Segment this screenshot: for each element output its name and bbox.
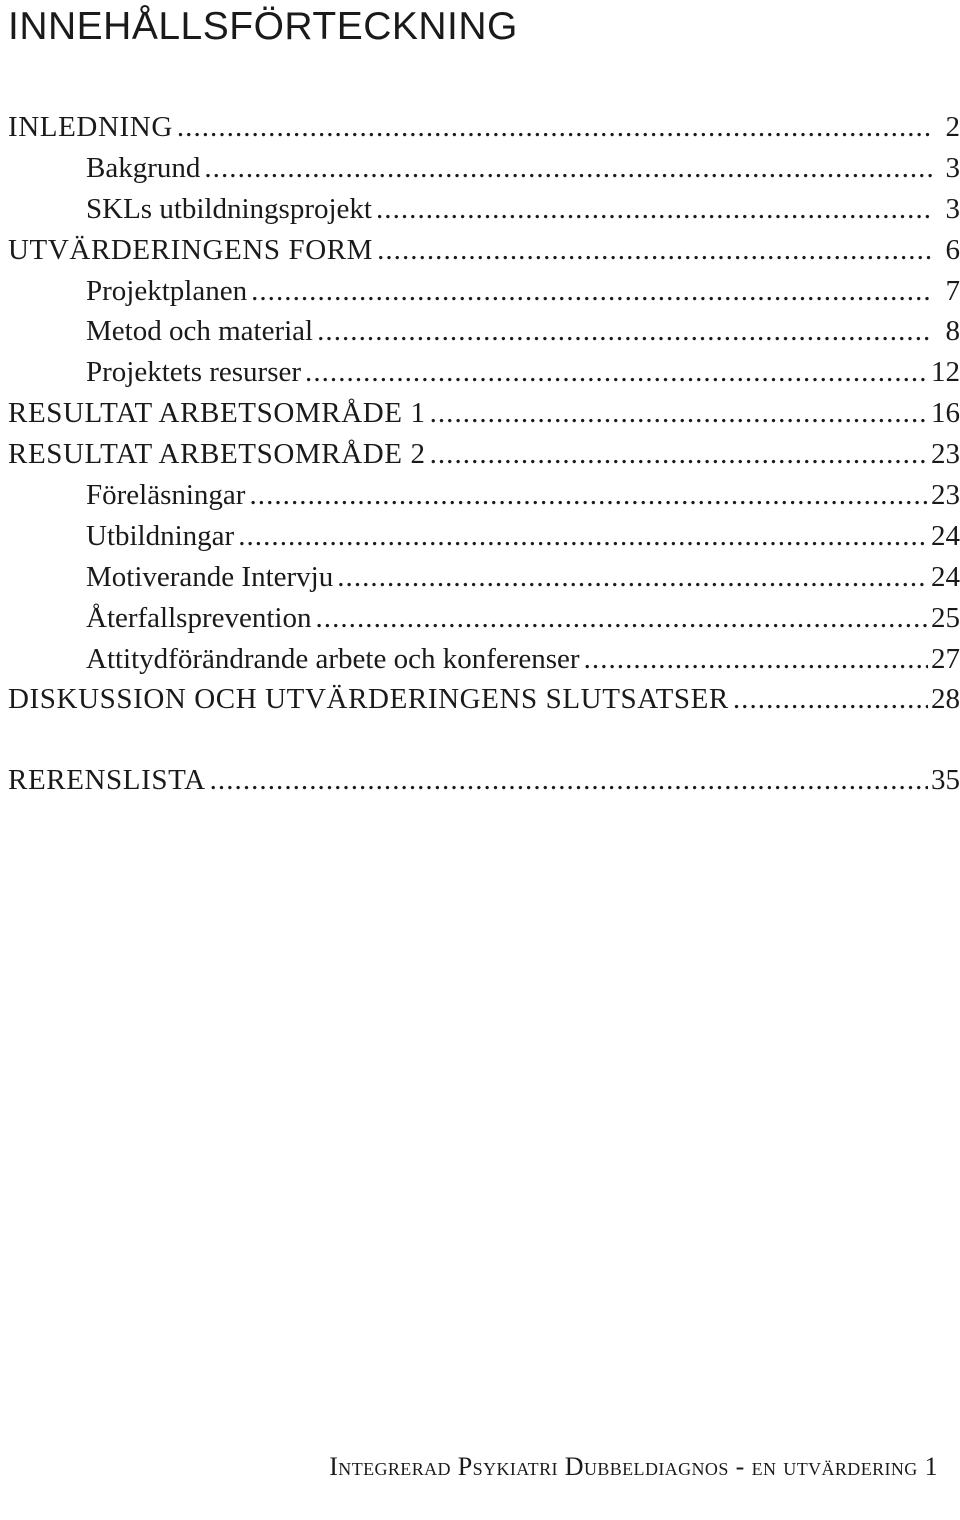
toc-entry-title: RERENSLISTA xyxy=(8,764,206,797)
toc-entry[interactable] xyxy=(8,230,960,271)
toc-entry-page: 3 xyxy=(945,192,960,225)
toc-entry-title: Utbildningar xyxy=(86,519,235,552)
toc-entry-page: 6 xyxy=(945,233,960,266)
toc-entry[interactable] xyxy=(8,393,960,434)
toc-entry[interactable] xyxy=(8,516,960,557)
toc-dot-leader xyxy=(376,189,933,230)
toc-entry-title: Föreläsningar xyxy=(86,479,246,512)
toc-dot-leader xyxy=(430,393,928,434)
toc-entry-page: 28 xyxy=(931,683,960,716)
toc-entry[interactable] xyxy=(8,311,960,352)
toc-entry-title: RESULTAT ARBETSOMRÅDE 2 xyxy=(8,438,426,471)
toc-entry[interactable] xyxy=(8,189,960,230)
toc-entry-page: 23 xyxy=(931,479,960,512)
toc-entry-page: 2 xyxy=(945,111,960,143)
toc-entry-title: Metod och material xyxy=(86,315,314,348)
toc-entry-title: DISKUSSION OCH UTVÄRDERINGENS SLUTSATSER xyxy=(8,683,729,716)
toc-entry-title: Bakgrund xyxy=(86,151,201,184)
footer-running-title: Integrerad Psykiatri Dubbeldiagnos - en utvärdering xyxy=(329,1452,918,1481)
toc-entry-page: 8 xyxy=(945,315,960,348)
toc-entry[interactable] xyxy=(8,148,960,189)
toc-dot-leader xyxy=(377,230,933,271)
toc-entry-page: 24 xyxy=(931,560,960,593)
toc-entry[interactable] xyxy=(8,352,960,393)
toc-entry[interactable] xyxy=(8,639,960,680)
toc-entry-page: 25 xyxy=(931,601,960,634)
toc-dot-leader xyxy=(238,516,928,557)
toc-entry[interactable] xyxy=(8,475,960,516)
toc-entry-page: 12 xyxy=(931,356,960,389)
toc-entry-title: RESULTAT ARBETSOMRÅDE 1 xyxy=(8,397,426,430)
toc-entry[interactable] xyxy=(8,679,960,720)
page-footer xyxy=(329,1452,938,1482)
toc-entry-title: UTVÄRDERINGENS FORM xyxy=(8,233,374,266)
toc-entry-title: Motiverande Intervju xyxy=(86,560,334,593)
toc-entry-page: 27 xyxy=(931,642,960,675)
page-title: INNEHÅLLSFÖRTECKNING xyxy=(8,5,518,48)
toc-dot-leader xyxy=(177,107,933,148)
toc-entry-page: 35 xyxy=(931,764,960,797)
toc-dot-leader xyxy=(251,271,933,312)
toc-dot-leader xyxy=(430,434,928,475)
toc-entry-page: 23 xyxy=(931,438,960,471)
toc-dot-leader xyxy=(733,679,928,720)
toc-dot-leader xyxy=(315,598,928,639)
toc-dot-leader xyxy=(584,639,928,680)
toc-entry-title: Projektets resurser xyxy=(86,356,302,389)
toc-entry[interactable] xyxy=(8,760,960,801)
toc-entry[interactable] xyxy=(8,598,960,639)
toc-entry[interactable] xyxy=(8,107,960,148)
toc-entry-title: Attitydförändrande arbete och konferenser xyxy=(86,642,580,675)
toc-entry[interactable] xyxy=(8,557,960,598)
toc-entry-title: INLEDNING xyxy=(8,111,173,143)
toc-dot-leader xyxy=(210,760,928,801)
toc-entry-title: SKLs utbildningsprojekt xyxy=(86,192,372,225)
toc-dot-leader xyxy=(337,557,928,598)
toc-dot-leader xyxy=(317,311,933,352)
toc-dot-leader xyxy=(249,475,928,516)
toc-entry-page: 3 xyxy=(945,151,960,184)
toc-entry-page: 24 xyxy=(931,519,960,552)
toc-dot-leader xyxy=(305,352,928,393)
toc-entry-title: Projektplanen xyxy=(86,274,248,307)
toc-entry[interactable] xyxy=(8,434,960,475)
toc-entry-page: 7 xyxy=(945,274,960,307)
table-of-contents xyxy=(8,107,960,801)
toc-entry-title: Återfallsprevention xyxy=(86,601,312,634)
page-number: 1 xyxy=(924,1452,938,1481)
toc-dot-leader xyxy=(204,148,933,189)
toc-entry[interactable] xyxy=(8,271,960,312)
toc-entry-page: 16 xyxy=(931,397,960,430)
